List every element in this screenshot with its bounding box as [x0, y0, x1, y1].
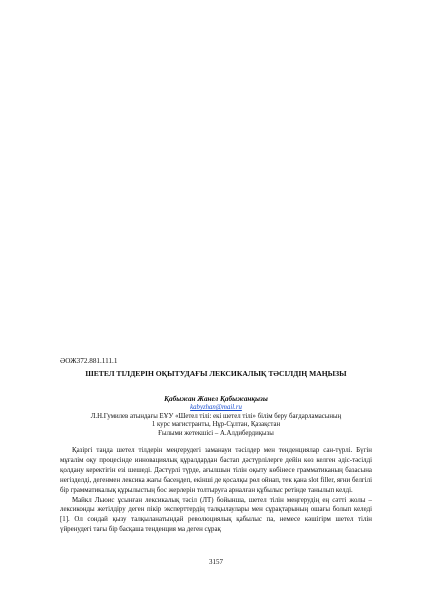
author-block — [60, 388, 372, 438]
author-name: Қабыжан Жанел Қабыжанқызы — [164, 395, 268, 403]
supervisor-line: Ғылыми жетекшісі – А.Алдибердиқызы — [158, 429, 274, 437]
udc-code: ӘОЖ372.881.111.1 — [60, 357, 118, 365]
author-affiliation-line: 1 курс магистранты, Нұр-Сұлтан, Қазақстан — [151, 421, 281, 429]
article-title: ШЕТЕЛ ТІЛДЕРІН ОҚЫТУДАҒЫ ЛЕКСИКАЛЫҚ ТӘСІЛДІҢ МАҢЫЗЫ — [85, 369, 347, 378]
body-paragraph: Майкл Льюис ұсынған лексикалық тәсіл (ЛТ) бойынша, шетел тілін меңгерудің ең сәтті жолы – лексиконды жетілдіру деген пікір эксперттердің талқылаулары мен сұрақтарының ошағы болып келеді [1]. Ол сондай қызу талқыланатындай революциялық қабылыс па, немесе кәшігірм шетел тілін үйренудегі тағы бір басқаша тенденция ма деген сұрақ — [60, 496, 372, 534]
page-number: 3157 — [209, 558, 223, 566]
author-email-link[interactable]: kabyzhan@mail.ru — [190, 404, 242, 411]
article-body — [60, 446, 372, 535]
body-paragraph: Қазіргі таңда шетел тілдерін меңгерудегі заманауи тәсілдер мен тенденциялар сан-түрлі. Бүгін мұғалім оқу процесінде инновациялық құралдардан бастап дәстүрлілерге дейін көз келген әдіс-тәсілді қолдану керектігін езі шешеді. Дәстүрлі түрде, ағылшын тілін оқыту көбінесе грамматиканың базасына негізделді, дегенмен лексика жағы басеңдеп, екінші де қосалқы рөл ойнап, тек қана slot filler, яғни белгілі бір грамматикалық құрылыстың бос жерлерін толтыруға арналған құбылыс ретінде танылып келді. — [60, 447, 372, 494]
author-affiliation-line: Л.Н.Гумилев атындағы ЕҰУ «Шетел тілі: екі шетел тілі» білім беру бағдарламасының — [90, 412, 342, 420]
